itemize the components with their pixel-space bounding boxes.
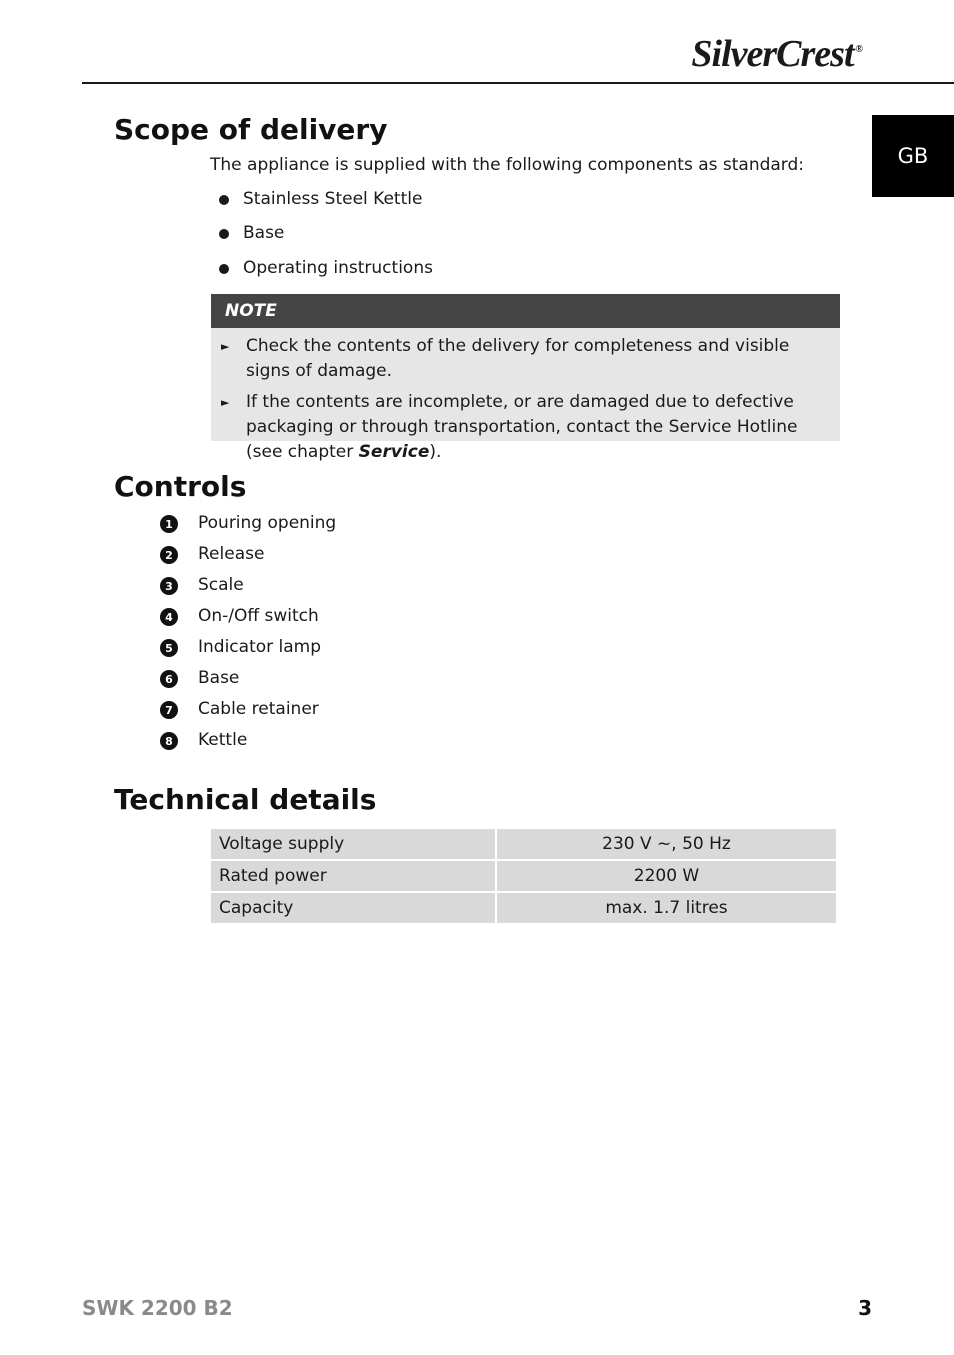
- spec-value: max. 1.7 litres: [497, 893, 836, 923]
- control-label: Scale: [198, 575, 244, 595]
- arrow-right-icon: ►: [221, 340, 230, 353]
- footer-model: SWK 2200 B2: [82, 1296, 233, 1320]
- control-label: Base: [198, 668, 240, 688]
- language-tab: [872, 115, 954, 197]
- control-label: Cable retainer: [198, 699, 319, 719]
- bullet-icon: [219, 229, 229, 239]
- chapter-reference: Service: [358, 442, 430, 462]
- note-heading: NOTE: [211, 294, 840, 328]
- number-7-icon: 7: [160, 701, 178, 719]
- technical-title: Technical details: [114, 783, 377, 816]
- note-item-text-main: If the contents are incomplete, or are damaged due to defective packaging or through transportation, contact the Service Hotline (see chapter: [246, 392, 798, 462]
- number-2-icon: 2: [160, 546, 178, 564]
- spec-label: Capacity: [211, 893, 495, 923]
- note-box: [211, 294, 840, 462]
- scope-item: Base: [243, 223, 285, 243]
- technical-table: [209, 827, 838, 925]
- language-tab-label: GB: [897, 144, 929, 168]
- number-6-icon: 6: [160, 670, 178, 688]
- control-label: Release: [198, 544, 265, 564]
- scope-title: Scope of delivery: [114, 113, 388, 146]
- page-number: 3: [858, 1296, 872, 1320]
- table-row: [211, 829, 836, 859]
- registered-mark: ®: [855, 44, 862, 56]
- spec-value: 2200 W: [497, 861, 836, 891]
- spec-label: Rated power: [211, 861, 495, 891]
- table-row: [211, 893, 836, 923]
- control-label: Kettle: [198, 730, 248, 750]
- scope-item: Operating instructions: [243, 258, 433, 278]
- control-label: Indicator lamp: [198, 637, 322, 657]
- brand-name: SilverCrest: [691, 33, 854, 75]
- scope-intro: The appliance is supplied with the following components as standard:: [210, 155, 805, 175]
- spec-value: 230 V ~, 50 Hz: [497, 829, 836, 859]
- bullet-icon: [219, 264, 229, 274]
- bullet-icon: [219, 195, 229, 205]
- note-item-text-tail: ).: [429, 442, 442, 462]
- arrow-right-icon: ►: [221, 396, 230, 409]
- header-rule: [82, 82, 954, 84]
- control-label: On-/Off switch: [198, 606, 319, 626]
- spec-label: Voltage supply: [211, 829, 495, 859]
- note-item-text: Check the contents of the delivery for completeness and visible signs of damage.: [246, 336, 790, 381]
- scope-item: Stainless Steel Kettle: [243, 189, 423, 209]
- number-8-icon: 8: [160, 732, 178, 750]
- brand-logo: [691, 32, 862, 76]
- number-1-icon: 1: [160, 515, 178, 533]
- number-3-icon: 3: [160, 577, 178, 595]
- control-label: Pouring opening: [198, 513, 337, 533]
- note-item-text: [246, 390, 836, 465]
- number-5-icon: 5: [160, 639, 178, 657]
- controls-title: Controls: [114, 470, 247, 503]
- table-row: [211, 861, 836, 891]
- number-4-icon: 4: [160, 608, 178, 626]
